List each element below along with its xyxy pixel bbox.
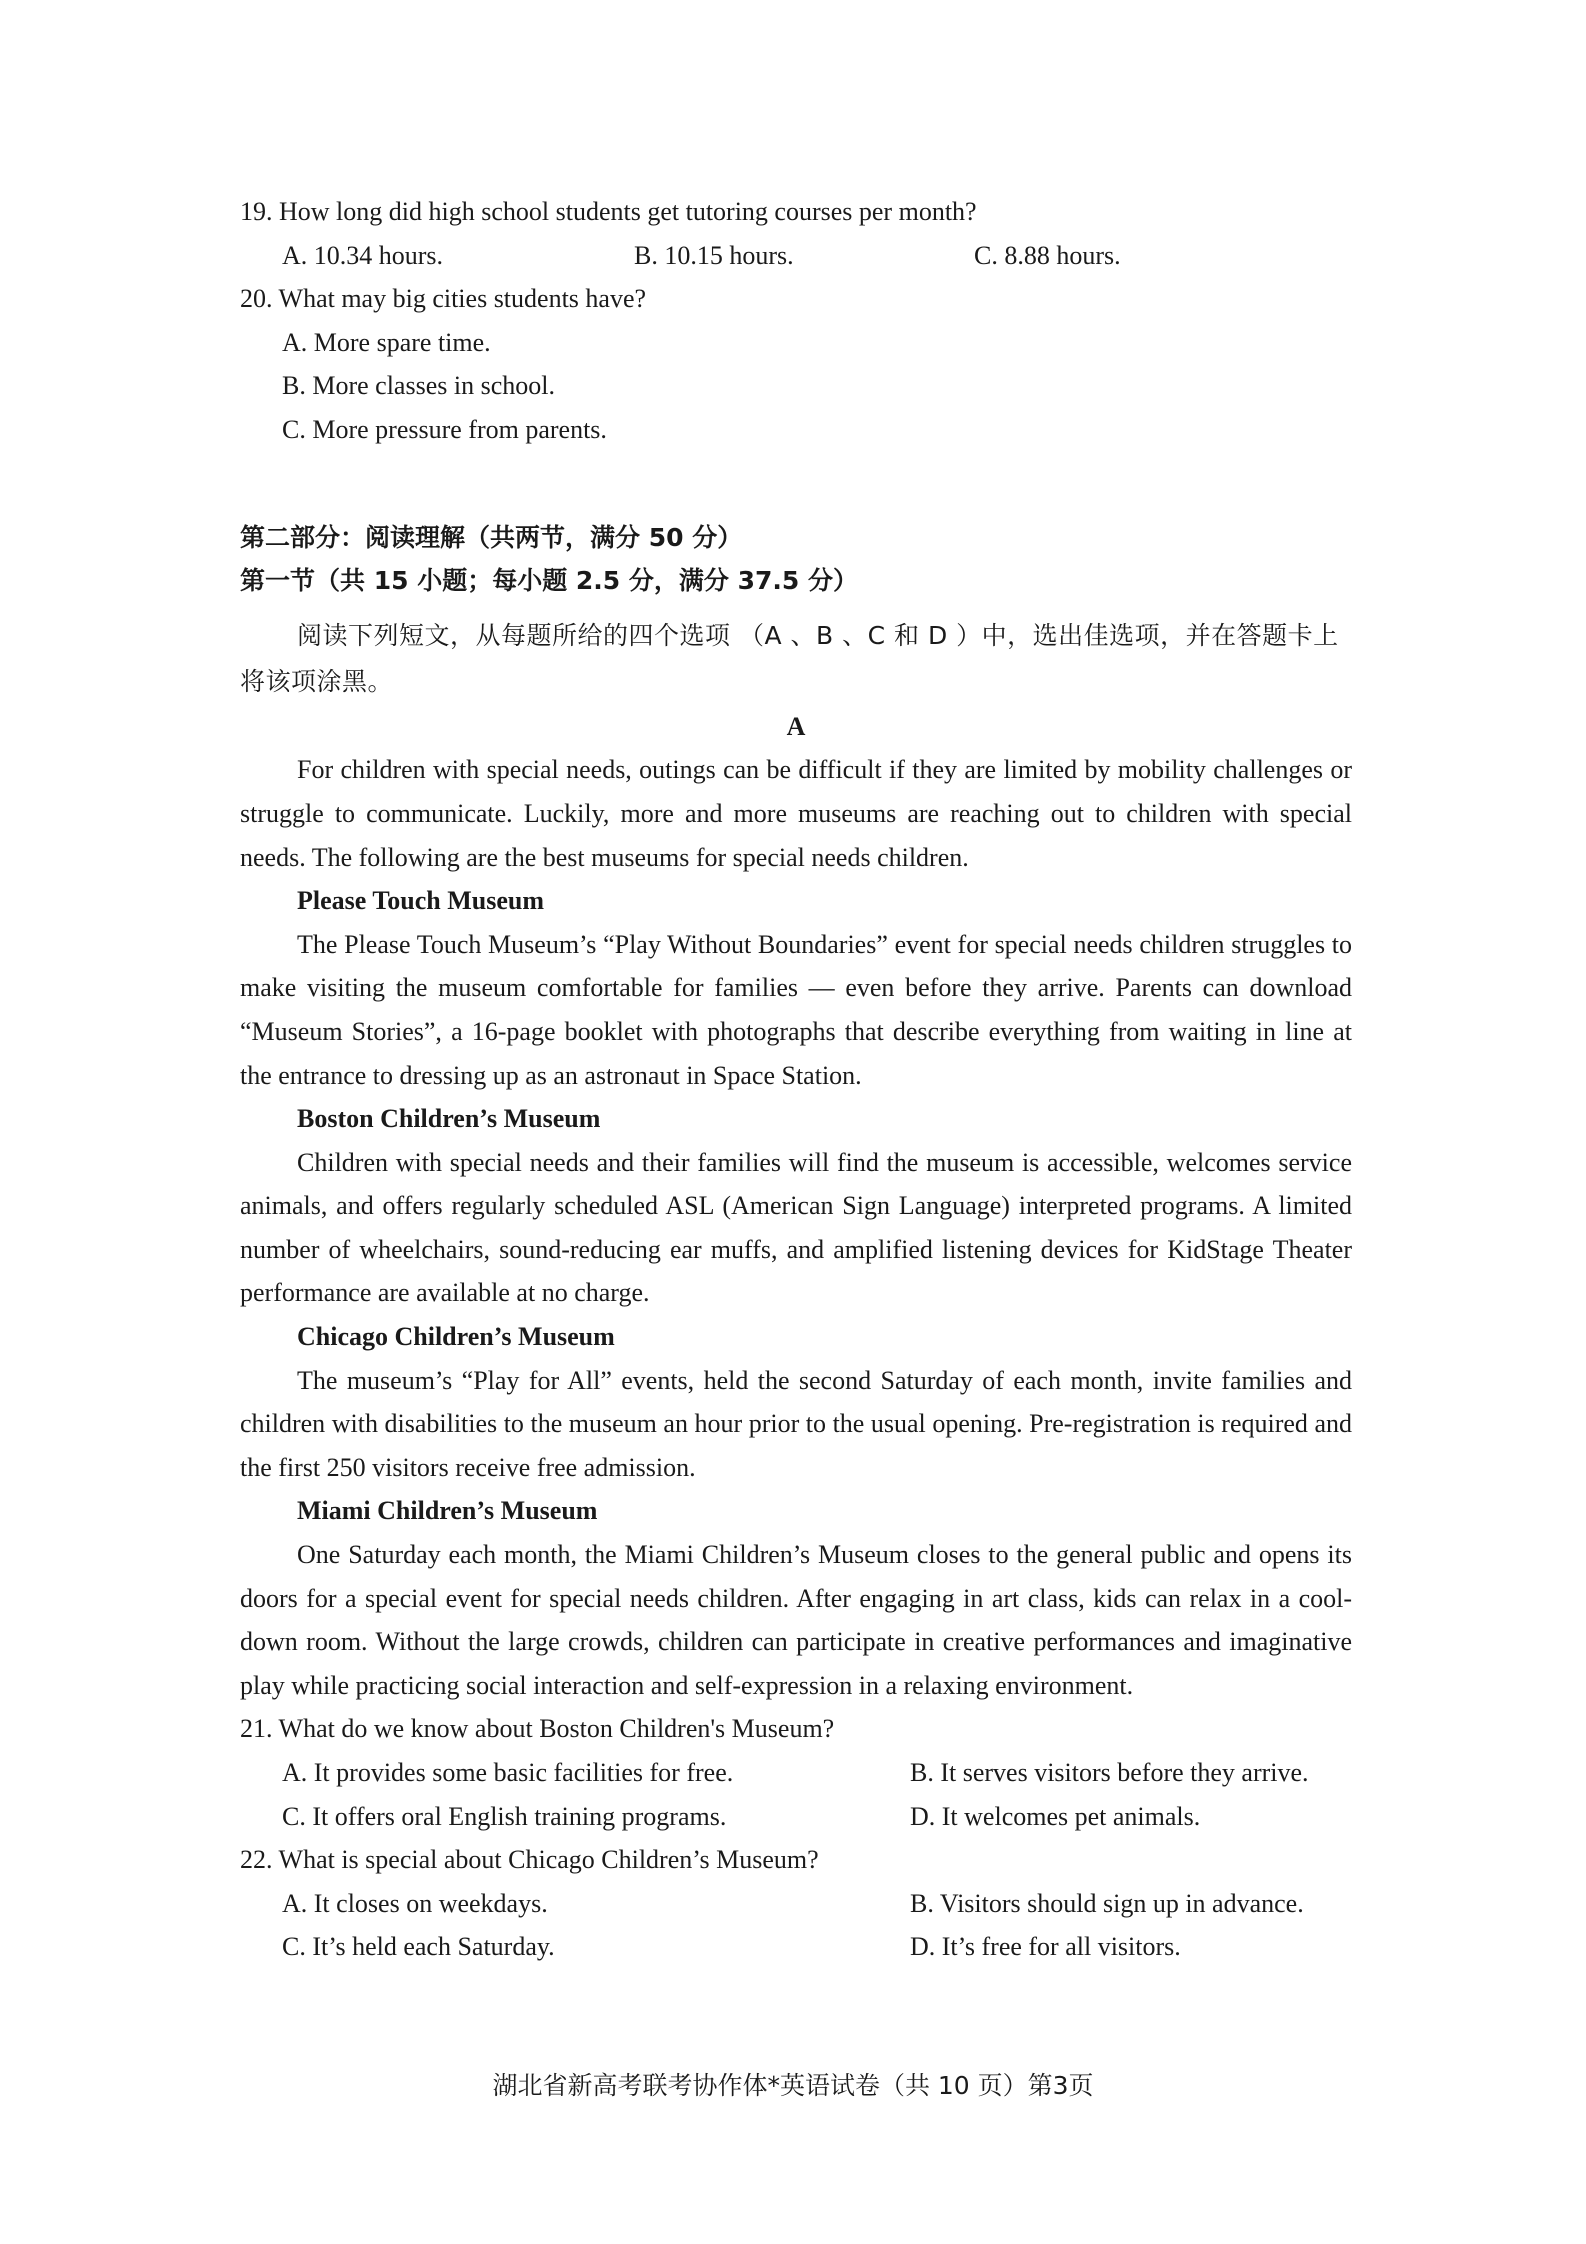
q21-option-b: B. It serves visitors before they arrive. — [910, 1758, 1309, 1787]
museum-heading-boston: Boston Children’s Museum — [297, 1104, 601, 1134]
question-22-options-row-2 — [240, 1925, 1352, 1969]
q20-option-b: B. More classes in school. — [282, 371, 555, 401]
question-21-options-row-1 — [240, 1751, 1352, 1795]
question-21-stem: 21. What do we know about Boston Children's Museum? — [240, 1714, 835, 1744]
q20-option-c: C. More pressure from parents. — [282, 414, 607, 444]
museum-heading-please-touch: Please Touch Museum — [297, 886, 545, 916]
section-title: 第一节（共 15 小题；每小题 2.5 分，满分 37.5 分） — [240, 566, 858, 596]
q20-option-a: A. More spare time. — [282, 327, 491, 357]
question-19-options — [240, 234, 1352, 278]
q21-option-a: A. It provides some basic facilities for free. — [282, 1758, 734, 1787]
q22-option-c: C. It’s held each Saturday. — [282, 1932, 555, 1962]
question-22-options-row-1 — [240, 1882, 1352, 1926]
q22-option-d: D. It’s free for all visitors. — [910, 1932, 1181, 1962]
exam-page — [240, 190, 1352, 1969]
q19-option-a: A. 10.34 hours. — [282, 240, 444, 270]
q19-option-c: C. 8.88 hours. — [974, 240, 1121, 270]
q21-option-d: D. It welcomes pet animals. — [910, 1801, 1201, 1831]
page-footer: 湖北省新高考联考协作体*英语试卷（共 10 页）第3页 — [492, 2071, 1094, 2100]
museum-text-miami: One Saturday each month, the Miami Children’s Museum closes to the general public and opens its doors for a special event for special needs children. After engaging in art class, kids can relax in a cool-down room. Without the large crowds, children can participate in creative performances and imaginative play while practicing social interaction and self-expression in a relaxing environment. — [240, 1540, 1352, 1700]
part-title: 第二部分：阅读理解（共两节，满分 50 分） — [240, 522, 743, 552]
q22-option-b: B. Visitors should sign up in advance. — [910, 1888, 1304, 1918]
museum-text-chicago: The museum’s “Play for All” events, held the second Saturday of each month, invite families and children with disabilities to the museum an hour prior to the usual opening. Pre-registration is required and the first 250 visitors receive free admission. — [240, 1365, 1352, 1482]
q22-option-a: A. It closes on weekdays. — [282, 1888, 548, 1918]
q21-option-c: C. It offers oral English training programs. — [282, 1801, 727, 1831]
q19-option-b: B. 10.15 hours. — [634, 240, 794, 270]
passage-intro: For children with special needs, outings can be difficult if they are limited by mobility challenges or struggle to communicate. Luckily, more and more museums are reaching out to children with special needs. The following are the best museums for special needs children. — [240, 755, 1352, 872]
instruction-text: 阅读下列短文，从每题所给的四个选项 （A 、B 、C 和 D ）中，选出佳选项，并在答题卡上将该项涂黑。 — [240, 620, 1339, 696]
museum-heading-miami: Miami Children’s Museum — [297, 1496, 598, 1526]
passage-letter: A — [786, 711, 806, 741]
question-22-stem: 22. What is special about Chicago Children’s Museum? — [240, 1845, 819, 1875]
museum-text-please-touch: The Please Touch Museum’s “Play Without Boundaries” event for special needs children struggles to make visiting the museum comfortable for families — even before they arrive. Parents can download “Museum Stories”, a 16-page booklet with photographs that describe everything from waiting in line at the entrance to dressing up as an astronaut in Space Station. — [240, 929, 1352, 1090]
question-21-options-row-2 — [240, 1795, 1352, 1839]
museum-text-boston: Children with special needs and their families will find the museum is accessible, welcomes service animals, and offers regularly scheduled ASL (American Sign Language) interpreted programs. A limited number of wheelchairs, sound-reducing ear muffs, and amplified listening devices for KidStage Theater performance are available at no charge. — [240, 1147, 1352, 1308]
question-19-stem: 19. How long did high school students get tutoring courses per month? — [240, 197, 977, 226]
museum-heading-chicago: Chicago Children’s Museum — [297, 1322, 615, 1352]
question-20-stem: 20. What may big cities students have? — [240, 284, 647, 314]
